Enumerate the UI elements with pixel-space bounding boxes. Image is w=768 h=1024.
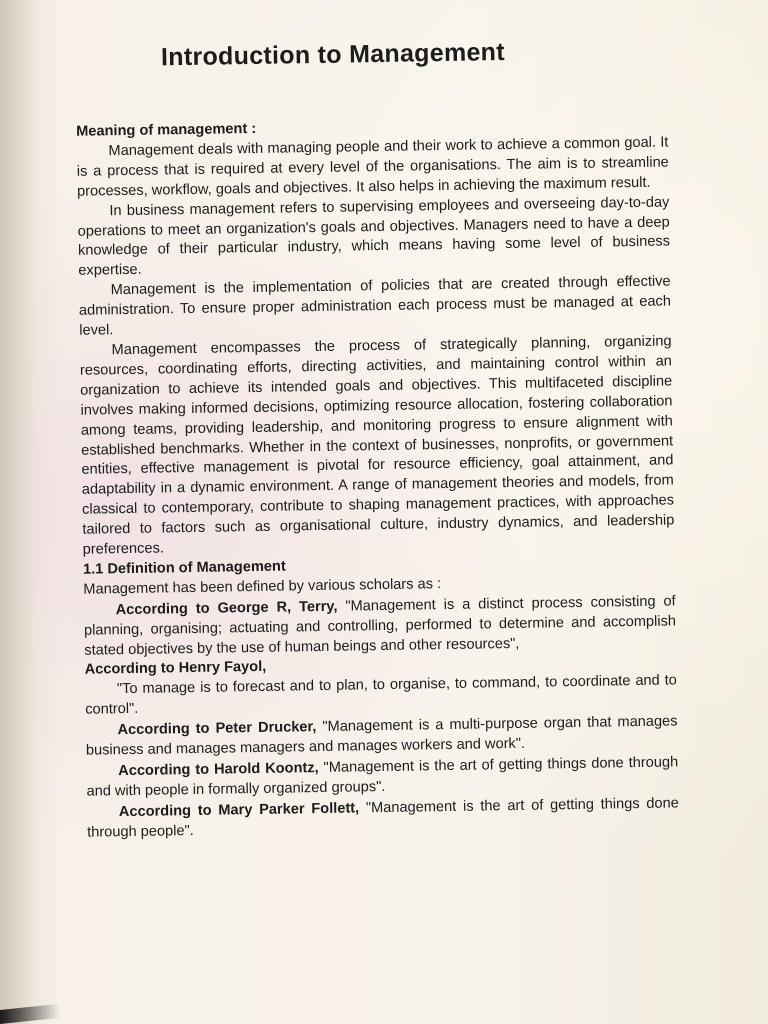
quote-drucker: "Management is a multi-purpose organ that manages business and manages managers and manages workers and work". <box>85 713 678 759</box>
page-binding-edge <box>0 0 36 1024</box>
page-title: Introduction to Management <box>160 38 506 72</box>
author-drucker: According to Peter Drucker, <box>117 719 317 739</box>
meaning-paragraph: Management encompasses the process of strategically planning, organizing resources, coordinating efforts, directing activities, and maintaining control within an organization to achieve its intended goals and objectives. This multifaceted discipline involves making informed decisions, optimizing resource allocation, fostering collaboration among teams, providing leadership, and monitoring progress to ensure alignment with established benchmarks. Whether in the context of businesses, nonprofits, or government entities, effective management is pivotal for resource efficiency, goal attainment, and adaptability in a dynamic environment. A range of management theories and models, from classical to contemporary, contribute to shaping management practices, with approaches tailored to factors such as organisational culture, industry dynamics, and leadership preferences. <box>79 333 675 558</box>
author-terry: According to George R, Terry, <box>115 598 338 618</box>
meaning-paragraph: Management deals with managing people and their work to achieve a common goal. It is a process that is required at every level of the organisations. The aim is to streamline processes, workflow, goals and objectives. It also helps in achieving the maximum result. <box>76 134 669 200</box>
author-follett: According to Mary Parker Follett, <box>118 800 360 820</box>
page-content <box>74 0 679 841</box>
definition-terry <box>84 591 677 661</box>
quote-fayol: "To manage is to forecast and to plan, to organise, to command, to coordinate and to control". <box>85 672 678 718</box>
quote-koontz: "Management is the art of getting things done through and with people in formally organized groups". <box>86 754 679 800</box>
body-text <box>76 113 679 843</box>
meaning-heading: Meaning of management : <box>76 120 257 140</box>
quote-terry: "Management is a distinct process consisting of planning, organising; actuating and controlling, performed to determine and accomplish stated objectives by the use of human beings and other resources", <box>83 593 677 659</box>
definition-heading: 1.1 Definition of Management <box>82 558 286 578</box>
author-fayol: According to Henry Fayol, <box>84 659 267 679</box>
meaning-paragraph: Management is the implementation of policies that are created through effective administration. To ensure proper administration each process must be managed at each level. <box>78 273 672 339</box>
meaning-paragraph: In business management refers to supervising employees and overseeing day-to-day operations to meet an organization's goals and objectives. Managers need to have a deep knowledge of their particular industry, which means having some level of business expertise. <box>77 194 671 280</box>
author-koontz: According to Harold Koontz, <box>118 760 319 780</box>
definition-intro: Management has been defined by various scholars as : <box>83 575 442 598</box>
quote-follett: "Management is the art of getting things done through people". <box>87 795 679 841</box>
